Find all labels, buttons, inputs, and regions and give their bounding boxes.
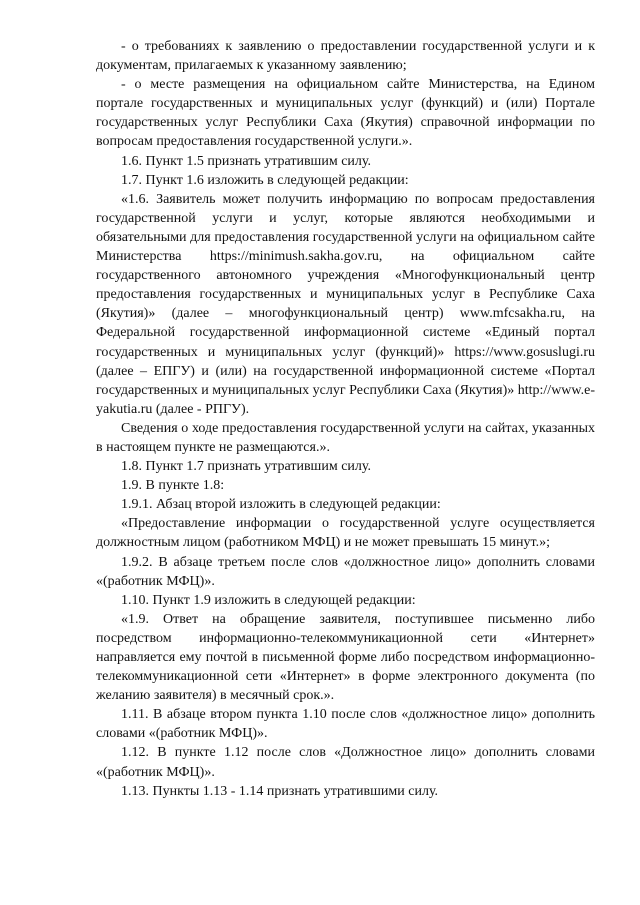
paragraph-1-6: 1.6. Пункт 1.5 признать утратившим силу. [121, 153, 371, 169]
paragraph-1-9: 1.9. В пункте 1.8: [121, 478, 225, 494]
paragraph-1-8: 1.8. Пункт 1.7 признать утратившим силу. [121, 459, 371, 475]
paragraph-1-10: 1.10. Пункт 1.9 изложить в следующей редакции: [121, 592, 416, 608]
paragraph-1-7: 1.7. Пункт 1.6 изложить в следующей редакции: [121, 172, 409, 188]
document-page [96, 37, 595, 801]
paragraph-requirements: - о требованиях к заявлению о предоставлении государственной услуги и к документам, прилагаемых к указанному заявлению; [96, 39, 595, 74]
paragraph-quote-1-6: «1.6. Заявитель может получить информацию по вопросам предоставления государственной услуги и услуг, которые являются необходимыми и обязательными для предоставления государственной услуги на официальном сайте Министерства https://minimush.sakha.gov.ru, на официальном сайте государственного автономного учреждения «Многофункциональный центр предоставления государственных и муниципальных услуг в Республике Саха (Якутия)» (далее – многофункциональный центр) www.mfcsakha.ru, на Федеральной государственной информационной системе «Единый портал государственных и муниципальных услуг (функций)» https://www.gosuslugi.ru (далее – ЕПГУ) и (или) на государственной информационной системе «Портал государственных и муниципальных услуг Республики Саха (Якутия)» http://www.e-yakutia.ru (далее - РПГУ). [96, 191, 595, 417]
paragraph-quote-info-provision: «Предоставление информации о государственной услуге осуществляется должностным лицом (работником МФЦ) и не может превышать 15 минут.»; [96, 516, 595, 551]
paragraph-placement-info: - о месте размещения на официальном сайте Министерства, на Едином портале государственных и муниципальных услуг (функций) и (или) Портале государственных услуг Республики Саха (Якутия) справочной информации по вопросам предоставления государственной услуги.». [96, 77, 595, 150]
paragraph-1-9-2: 1.9.2. В абзаце третьем после слов «должностное лицо» дополнить словами «(работник МФЦ)». [96, 554, 595, 589]
paragraph-1-13: 1.13. Пункты 1.13 - 1.14 признать утратившими силу. [121, 783, 439, 799]
paragraph-1-11: 1.11. В абзаце втором пункта 1.10 после слов «должностное лицо» дополнить словами «(работник МФЦ)». [96, 707, 595, 742]
paragraph-progress-info: Сведения о ходе предоставления государственной услуги на сайтах, указанных в настоящем пункте не размещаются.». [96, 420, 595, 455]
paragraph-1-9-1: 1.9.1. Абзац второй изложить в следующей редакции: [121, 497, 441, 513]
paragraph-quote-1-9: «1.9. Ответ на обращение заявителя, поступившее письменно либо посредством информационно-телекоммуникационной сети «Интернет» направляется ему почтой в письменной форме либо посредством информационно-телекоммуникационной сети «Интернет» в форме электронного документа (по желанию заявителя) в месячный срок.». [96, 611, 595, 704]
paragraph-1-12: 1.12. В пункте 1.12 после слов «Должностное лицо» дополнить словами «(работник МФЦ)». [96, 745, 595, 780]
